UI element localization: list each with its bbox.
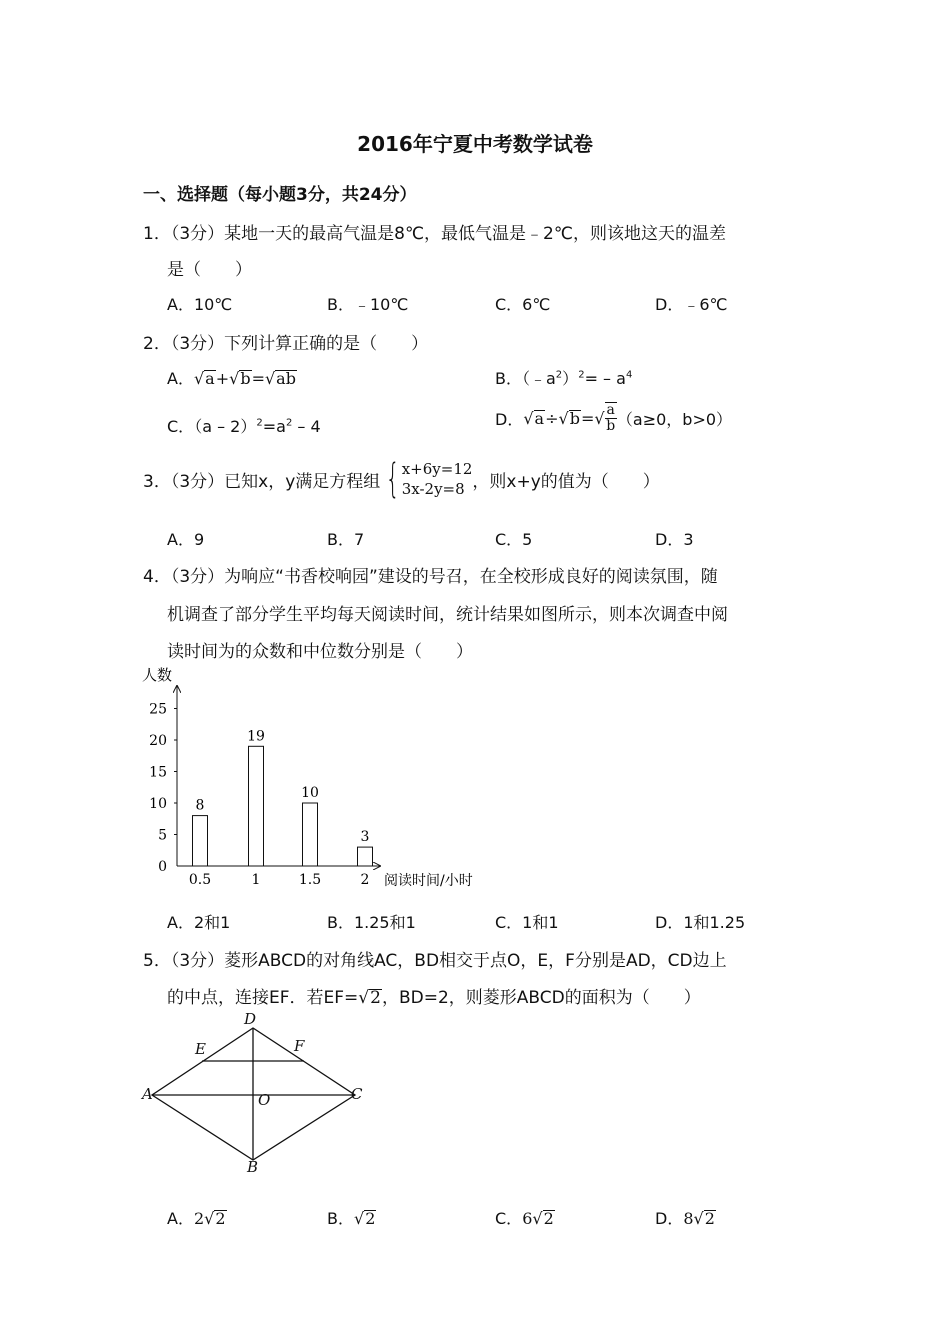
bar-1.5	[303, 803, 318, 866]
q2-c-label: C．	[167, 417, 195, 436]
q5-d-rad: 2	[704, 1209, 715, 1228]
q5-d-label: D．	[655, 1209, 684, 1228]
q2-d-eq: =	[580, 408, 595, 428]
q3-equation-system	[380, 456, 473, 503]
q2-option-c	[167, 414, 321, 437]
reading-time-bar-chart	[140, 662, 500, 892]
q5-line2-before: 的中点，连接EF．若EF=	[167, 988, 359, 1008]
q1-stem-line2: 是（ ）	[167, 260, 252, 280]
q5-stem-line1: 5．（3分）菱形ABCD的对角线AC，BD相交于点O，E，F分别是AD，CD边上	[143, 951, 727, 971]
q2-b-end: = – a	[584, 369, 626, 388]
x-tick-label-1: 1	[251, 872, 261, 888]
q5-option-b: B．√2	[327, 1209, 376, 1228]
q3-option-b: B．7	[327, 530, 365, 549]
q5-c-label: C．	[495, 1209, 523, 1228]
q2-c-sup1: 2	[256, 417, 263, 429]
q1-stem-line1: 1．（3分）某地一天的最高气温是8℃，最低气温是﹣2℃，则该地这天的温差	[143, 224, 726, 244]
q2-b-mid: ）	[562, 369, 579, 388]
q5-line2-rad: 2	[370, 988, 381, 1008]
q5-d-coef: 8	[683, 1209, 694, 1228]
q2-c-mid: =a	[262, 417, 286, 436]
label-f: F	[294, 1037, 305, 1055]
label-c: C	[351, 1085, 363, 1103]
bar-value-label-2: 3	[360, 829, 370, 846]
q4-option-d: D．1和1.25	[655, 913, 746, 932]
q2-d-condition: （a≥0，b>0）	[616, 409, 733, 429]
x-tick-label-0.5: 0.5	[188, 872, 212, 888]
q5-a-coef: 2	[193, 1209, 205, 1228]
q2-c-body: （a – 2）	[194, 417, 257, 436]
label-d: D	[244, 1010, 257, 1028]
q4-option-a: A．2和1	[167, 913, 231, 932]
q2-c-sup2: 2	[285, 417, 293, 429]
q3-eq1: x+6y=12	[401, 460, 473, 478]
q2-d-rad2: b	[569, 408, 580, 428]
q1-option-c: C．6℃	[495, 295, 551, 314]
x-tick-label-1.5: 1.5	[298, 872, 322, 888]
q2-d-rad1: a	[534, 408, 545, 428]
q4-stem-line2: 机调查了部分学生平均每天阅读时间，统计结果如图所示，则本次调查中阅	[167, 605, 728, 625]
q2-option-a: A．√a+√b=√ab	[167, 369, 296, 388]
y-axis-label: 人数	[142, 666, 173, 684]
bar-0.5	[193, 816, 208, 866]
y-tick-label-25: 25	[149, 701, 167, 718]
q2-a-label: A．	[167, 369, 194, 388]
q2-b-sup1: 2	[555, 369, 563, 381]
q4-option-c: C．1和1	[495, 913, 559, 932]
q2-a-rad2: b	[240, 369, 251, 388]
q2-b-sup2: 2	[578, 369, 585, 381]
q5-c-rad: 2	[543, 1209, 554, 1228]
bar-value-label-1.5: 10	[301, 785, 319, 801]
q1-option-d: D．﹣6℃	[655, 295, 728, 314]
q5-c-coef: 6	[522, 1209, 533, 1228]
q3-stem-before: 3．（3分）已知x，y满足方程组	[143, 471, 381, 492]
y-tick-label-15: 15	[149, 764, 167, 781]
q2-b-sup3: 4	[625, 369, 633, 381]
bar-value-label-1: 19	[247, 728, 265, 745]
q2-option-b	[495, 366, 632, 389]
q2-d-fraction	[605, 402, 617, 435]
q5-a-rad: 2	[215, 1209, 226, 1228]
q2-a-eq: =	[251, 369, 265, 388]
rhombus-figure	[140, 1010, 370, 1180]
q2-a-rad1: a	[205, 369, 215, 388]
label-o: O	[258, 1091, 271, 1109]
q4-option-b: B．1.25和1	[327, 913, 416, 932]
page-title: 2016年宁夏中考数学试卷	[357, 132, 593, 156]
q1-option-a: A．10℃	[167, 295, 233, 314]
bar-value-label-0.5: 8	[195, 797, 205, 814]
y-tick-label-5: 5	[158, 827, 167, 844]
y-tick-label-10: 10	[149, 796, 167, 812]
q1-option-b: B．﹣10℃	[327, 295, 409, 314]
x-tick-label-2: 2	[360, 872, 370, 888]
q3-stem	[143, 456, 660, 503]
q2-a-plus: +	[215, 369, 230, 388]
q2-d-div: ÷	[545, 408, 559, 428]
q2-b-label: B．	[495, 369, 522, 388]
y-tick-label-20: 20	[149, 733, 167, 749]
q2-d-den: b	[606, 418, 616, 435]
q2-c-end: – 4	[292, 417, 321, 436]
q5-b-rad: 2	[365, 1209, 376, 1228]
q2-d-num: a	[606, 402, 615, 418]
brace-icon: {	[385, 456, 400, 503]
q4-stem-line1: 4．（3分）为响应“书香校响园”建设的号召，在全校形成良好的阅读氛围，随	[143, 567, 718, 587]
q3-option-c: C．5	[495, 530, 533, 549]
q2-a-rad3: ab	[276, 369, 296, 388]
bar-1	[249, 746, 264, 866]
label-a: A	[142, 1085, 153, 1103]
q2-d-label: D．	[495, 409, 524, 429]
label-e: E	[195, 1040, 206, 1058]
q5-b-label: B．	[327, 1209, 354, 1228]
section-heading: 一、选择题（每小题3分，共24分）	[143, 185, 417, 205]
q5-a-label: A．	[167, 1209, 194, 1228]
q5-stem-line2: 的中点，连接EF．若EF=√2，BD=2，则菱形ABCD的面积为（ ）	[167, 988, 701, 1008]
q3-eq2: 3x-2y=8	[401, 480, 465, 499]
q5-option-d: D．8√2	[655, 1209, 715, 1228]
bar-2	[358, 847, 373, 866]
q3-option-a: A．9	[167, 530, 205, 549]
q3-option-d: D．3	[655, 530, 694, 549]
q2-option-d: D．√a÷√b=√ $\frac{a}{b}$ （a≥0，b>0）	[495, 402, 733, 435]
y-tick-label-0: 0	[158, 859, 167, 875]
q5-line2-after: ，BD=2，则菱形ABCD的面积为（ ）	[381, 988, 701, 1008]
label-b: B	[247, 1158, 259, 1176]
q5-option-c: C．6√2	[495, 1209, 554, 1228]
q2-b-body: （﹣a	[521, 369, 556, 388]
q5-option-a: A．2√2	[167, 1209, 226, 1228]
q2-stem: 2．（3分）下列计算正确的是（ ）	[143, 334, 429, 354]
x-axis-label: 阅读时间/小时	[384, 873, 473, 889]
q3-stem-after: ，则x+y的值为（ ）	[472, 471, 660, 492]
q4-stem-line3: 读时间为的众数和中位数分别是（ ）	[167, 642, 473, 662]
